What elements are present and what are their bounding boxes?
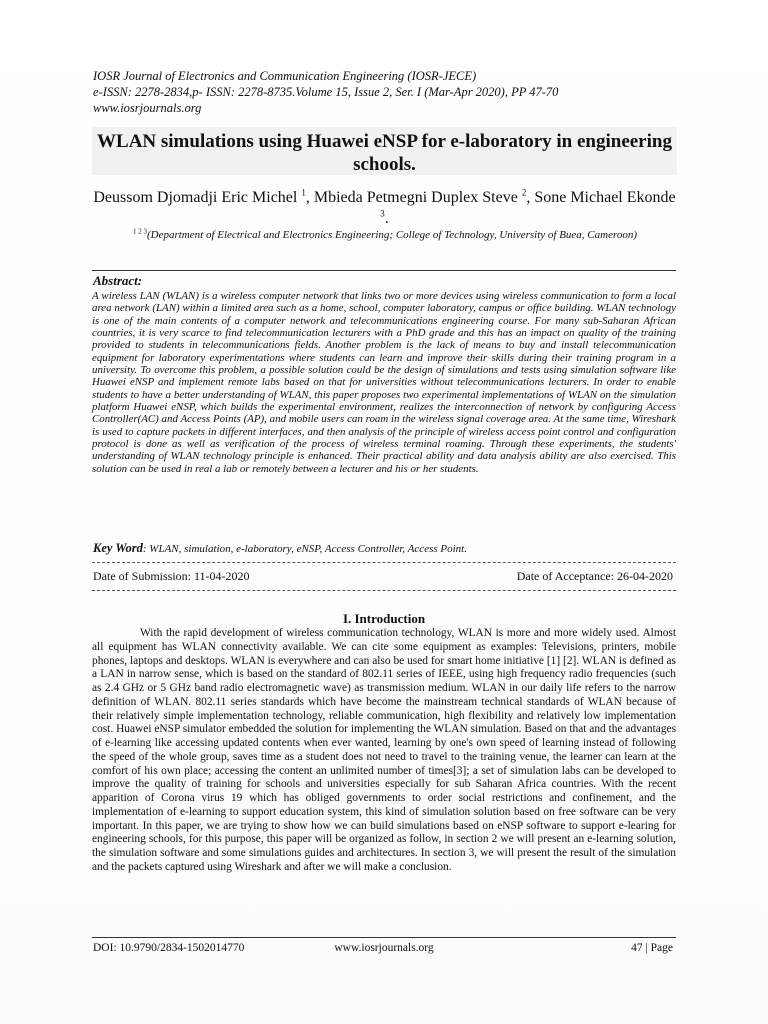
footer-doi: DOI: 10.9790/2834-1502014770 <box>93 942 245 954</box>
affiliation <box>100 228 670 242</box>
introduction-body <box>92 627 676 875</box>
footer-rule <box>92 937 676 938</box>
author-2: , Mbieda Petmegni Duplex Steve <box>305 189 522 206</box>
dates-top-rule <box>92 562 676 563</box>
author-1: Deussom Djomadji Eric Michel <box>93 189 302 206</box>
journal-website: www.iosrjournals.org <box>93 101 202 115</box>
journal-name: IOSR Journal of Electronics and Communication Engineering (IOSR-JECE) <box>93 69 477 83</box>
keywords <box>93 541 677 556</box>
author-list <box>92 187 677 229</box>
footer-website: www.iosrjournals.org <box>334 942 434 954</box>
journal-issn: e-ISSN: 2278-2834,p- ISSN: 2278-8735.Volume 15, Issue 2, Ser. I (Mar-Apr 2020), PP 47-70 <box>93 85 559 99</box>
acceptance-date: Date of Acceptance: 26-04-2020 <box>516 569 673 583</box>
author-2-affil: 2 <box>521 187 527 198</box>
affiliation-text: (Department of Electrical and Electronics Engineering; College of Technology, University of Buea, Cameroon) <box>146 229 637 241</box>
author-3-affil: 3 <box>380 208 385 219</box>
dates-bottom-rule <box>92 590 676 591</box>
affiliation-marks: 1 2 3 <box>132 227 147 236</box>
page-number: 47 | Page <box>631 942 673 954</box>
abstract-heading: Abstract: <box>93 273 143 288</box>
introduction-paragraph: With the rapid development of wireless communication technology, WLAN is more and more widely used. Almost all equipment has WLAN connectivity available. We can cite some equipment as examples: Televisions, printers, mobile phones, laptops and desktops. WLAN is everywhere and can also be used for smart home initiative [1] [2]. WLAN is defined as a LAN in narrow sense, which is based on the standard of 802.11 series of IEEE, using high frequency radio frequencies (such as 2.4 GHz or 5 GHz band radio electromagnetic wave) as transmission medium. WLAN in our daily life refers to the narrow definition of WLAN. 802.11 series standards which have become the mainstream technical standards of WLAN because of their relatively simple implementation technology, reliable communication, high flexibility and relatively low implementation cost. Huawei eNSP simulator embedded the solution for implementing the WLAN simulation. Based on that and the advantages of e-learning like accessing updated contents when ever wanted, learning by one's own speed of learning instead of following the speed of the whole group, saves time as a student does not need to travel to the training venue, the learner can learn at the comfort of his own place; accessing the content an unlimited number of times[3]; a set of simulation labs can be developed to improve the quality of training for schools and universities especially for sub Saharan Africa countries. With the recent apparition of Corona virus 19 which has obliged governments to order social restrictions and confinement, and the implementation of e-learning to support education system, this kind of simulation solution based on free software can be very important. In this paper, we are trying to show how we can build simulations based on eNSP software to support e-learing for engineering schools, for this purpose, this paper will be organized as follow, in section 2 we will present an e-learning solution, the simulation software and some simulations guides and architectures. In section 3, we will present the result of the simulation and the packets captured using Wireshark and after we will make a conclusion. <box>92 627 676 873</box>
abstract-top-rule <box>92 270 676 271</box>
submission-date: Date of Submission: 11-04-2020 <box>93 569 250 583</box>
keywords-text: : WLAN, simulation, e-laboratory, eNSP, Access Controller, Access Point. <box>142 543 467 555</box>
keywords-label: Key Word <box>93 541 143 555</box>
paper-title: WLAN simulations using Huawei eNSP for e-laboratory in engineering schools. <box>97 131 672 175</box>
author-3: , Sone Michael Ekonde <box>526 189 676 206</box>
section-heading-introduction: I. Introduction <box>342 611 426 626</box>
author-end: . <box>384 210 389 227</box>
abstract-text: A wireless LAN (WLAN) is a wireless computer network that links two or more devices using wireless communication to form a local area network (LAN) within a limited area such as a home, school, computer laboratory, campus or office building. WLAN technology is one of the main contents of a computer network and telecommunications engineering course. For many sub-Saharan African countries, it is very scarce to find telecommunication lecturers with a PhD grade and this has an impact on quality of the training provided to students in telecommunications fields. Another problem is the lack of means to buy and install telecommunication equipment for laboratory experimentations where students can learn and improve their skills during their training program in a university. To overcome this problem, a possible solution could be the design of simulations and tests using simulation software like Huawei eNSP and implement remote labs based on that for universities without telecommunications lecturers. In order to enable students to have a better understanding of WLAN, this paper proposes two experimental implementations of WLAN on the simulation platform Huawei eNSP, which builds the experimental environment, realizes the interconnection of network by configuring Access Controller(AC) and Access Points (AP), and mobile users can roam in the wireless signal coverage area. At the same time, Wireshark is used to capture packets in different interfaces, and then analysis of the principle of wireless access point control and configuration protocol is done as well as verification of the process of wireless terminal roaming. Through these experiments, the students' understanding of WLAN technology principle is enhanced. Their practical ability and data analysis ability are also exercised. This solution can be used in real a lab or remotely between a lecturer and his or her students. <box>92 290 676 475</box>
author-1-affil: 1 <box>301 187 306 198</box>
